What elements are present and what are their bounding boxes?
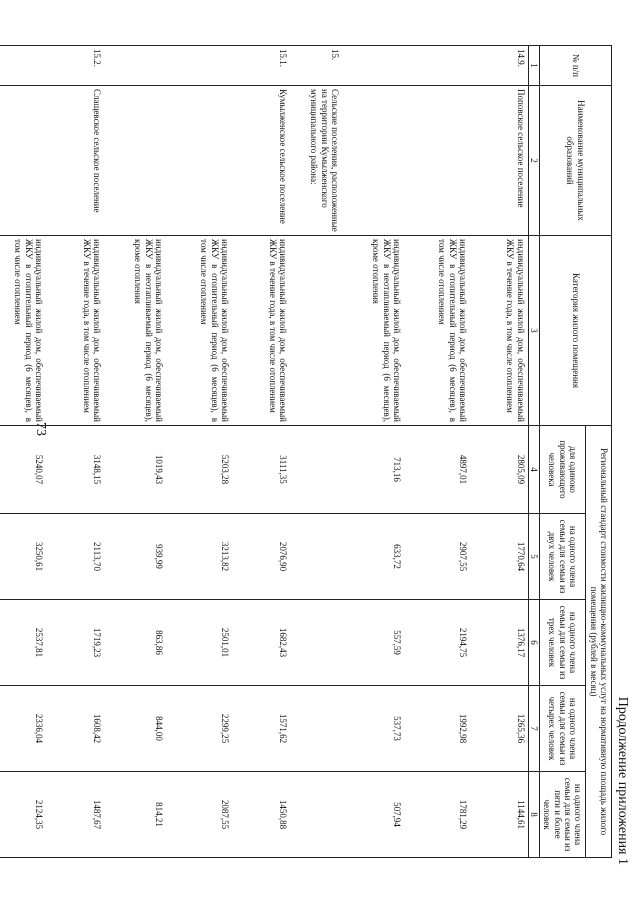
standard-value <box>290 600 342 686</box>
standard-value: 2907,55 <box>404 514 470 600</box>
standard-value: 2501,01 <box>166 600 232 686</box>
standard-value: 1571,62 <box>232 686 290 772</box>
standard-value: 2805,09 <box>470 426 528 514</box>
column-number: 4 <box>528 426 539 514</box>
header-col-five: на одного члена семьи для семьи из пяти и более человек <box>539 772 585 858</box>
standard-value <box>290 772 342 858</box>
row-number: 15. <box>290 46 342 86</box>
table-row <box>46 46 104 858</box>
standard-value: 5203,28 <box>166 426 232 514</box>
municipality-name <box>404 86 470 236</box>
table-row <box>404 46 470 858</box>
column-number: 5 <box>528 514 539 600</box>
row-number <box>0 46 46 86</box>
header-col-four: на одного члена семьи для семьи из четырех человек <box>539 686 585 772</box>
standard-value <box>290 514 342 600</box>
standard-value <box>290 686 342 772</box>
standard-value: 1770,64 <box>470 514 528 600</box>
standard-value: 2113,70 <box>46 514 104 600</box>
row-number <box>404 46 470 86</box>
row-number <box>104 46 166 86</box>
standard-value: 5240,07 <box>0 426 46 514</box>
standard-value: 1608,42 <box>46 686 104 772</box>
standard-value: 3111,35 <box>232 426 290 514</box>
standard-value: 1719,23 <box>46 600 104 686</box>
row-number <box>342 46 404 86</box>
standard-value: 2194,75 <box>404 600 470 686</box>
municipality-name: Поповское сельское поселение <box>470 86 528 236</box>
standard-value: 557,59 <box>342 600 404 686</box>
column-number: 3 <box>528 236 539 426</box>
housing-category: индивидуальный жилой дом, обеспечиваемый ЖКУ в течение года, в том числе отоплением <box>46 236 104 426</box>
row-number <box>166 46 232 86</box>
standard-value: 1144,61 <box>470 772 528 858</box>
housing-category: индивидуальный жилой дом, обеспечиваемый ЖКУ в отопительный период (6 месяцев), в том числе отоплением <box>166 236 232 426</box>
appendix-caption: Продолжение приложения 1 <box>615 696 630 865</box>
table-row <box>104 46 166 858</box>
municipality-name <box>0 86 46 236</box>
standard-value: 713,16 <box>342 426 404 514</box>
standard-value: 2087,55 <box>166 772 232 858</box>
column-number: 2 <box>528 86 539 236</box>
table-row <box>166 46 232 858</box>
column-number: 7 <box>528 686 539 772</box>
municipality-name <box>166 86 232 236</box>
standard-value: 1019,43 <box>104 426 166 514</box>
standard-value: 507,94 <box>342 772 404 858</box>
housing-category: индивидуальный жилой дом, обеспечиваемый ЖКУ в течение года, в том числе отоплением <box>232 236 290 426</box>
column-number: 8 <box>528 772 539 858</box>
column-number: 1 <box>528 46 539 86</box>
standard-value: 3213,82 <box>166 514 232 600</box>
housing-standard-table <box>0 45 612 858</box>
standard-value: 3250,61 <box>0 514 46 600</box>
standard-value: 2076,90 <box>232 514 290 600</box>
standard-value: 814,21 <box>104 772 166 858</box>
header-col-single: для одиноко проживающего человека <box>539 426 585 514</box>
row-number: 15.2. <box>46 46 104 86</box>
standard-value: 4897,01 <box>404 426 470 514</box>
standard-value: 537,73 <box>342 686 404 772</box>
housing-category: индивидуальный жилой дом, обеспечиваемый ЖКУ в неотапливаемый период (6 месяцев), кроме отопления <box>104 236 166 426</box>
housing-category: индивидуальный жилой дом, обеспечиваемый ЖКУ в отопительный период (6 месяцев), в том числе отоплением <box>0 236 46 426</box>
header-category: Категория жилого помещения <box>539 236 611 426</box>
standard-value <box>290 426 342 514</box>
standard-value: 1992,98 <box>404 686 470 772</box>
standard-value: 1450,88 <box>232 772 290 858</box>
header-col-three: на одного члена семьи для семьи из трех человек <box>539 600 585 686</box>
housing-category: индивидуальный жилой дом, обеспечиваемый ЖКУ в течение года, в том числе отоплением <box>470 236 528 426</box>
row-number: 14.9. <box>470 46 528 86</box>
standard-value: 1487,67 <box>46 772 104 858</box>
table-row <box>342 46 404 858</box>
housing-category <box>290 236 342 426</box>
header-col-two: на одного члена семьи для семьи из двух человек <box>539 514 585 600</box>
standard-value: 844,00 <box>104 686 166 772</box>
page-number: 73 <box>33 422 48 436</box>
standard-value: 939,99 <box>104 514 166 600</box>
standard-value: 2124,35 <box>0 772 46 858</box>
standard-value: 1682,43 <box>232 600 290 686</box>
housing-category: индивидуальный жилой дом, обеспечиваемый ЖКУ в неотапливаемый период (6 месяцев), кроме отопления <box>342 236 404 426</box>
standard-value: 1265,36 <box>470 686 528 772</box>
row-number: 15.1. <box>232 46 290 86</box>
column-number: 6 <box>528 600 539 686</box>
header-name: Наименование муниципальных образований <box>539 86 611 236</box>
header-standard: Региональный стандарт стоимости жилищно-коммунальных услуг на нормативную площадь жилого помещения (рублей в месяц) <box>586 426 612 858</box>
standard-value: 3148,15 <box>46 426 104 514</box>
standard-value: 1781,29 <box>404 772 470 858</box>
municipality-name: Сельские поселения, расположенные на территории Кумылженского муниципального района: <box>290 86 342 236</box>
standard-value: 2299,25 <box>166 686 232 772</box>
standard-value: 633,72 <box>342 514 404 600</box>
municipality-name: Кумылженское сельское поселение <box>232 86 290 236</box>
header-num: № п/п <box>539 46 611 86</box>
standard-value: 1376,17 <box>470 600 528 686</box>
housing-category: индивидуальный жилой дом, обеспечиваемый ЖКУ в отопительный период (6 месяцев), в том числе отоплением <box>404 236 470 426</box>
standard-value: 2537,81 <box>0 600 46 686</box>
municipality-name <box>342 86 404 236</box>
table-row <box>0 46 46 858</box>
standard-value: 863,86 <box>104 600 166 686</box>
table-row <box>470 46 528 858</box>
table-row <box>232 46 290 858</box>
table-body <box>0 46 528 858</box>
table-row <box>290 46 342 858</box>
municipality-name: Слащевское сельское поселение <box>46 86 104 236</box>
municipality-name <box>104 86 166 236</box>
standard-value: 2336,04 <box>0 686 46 772</box>
